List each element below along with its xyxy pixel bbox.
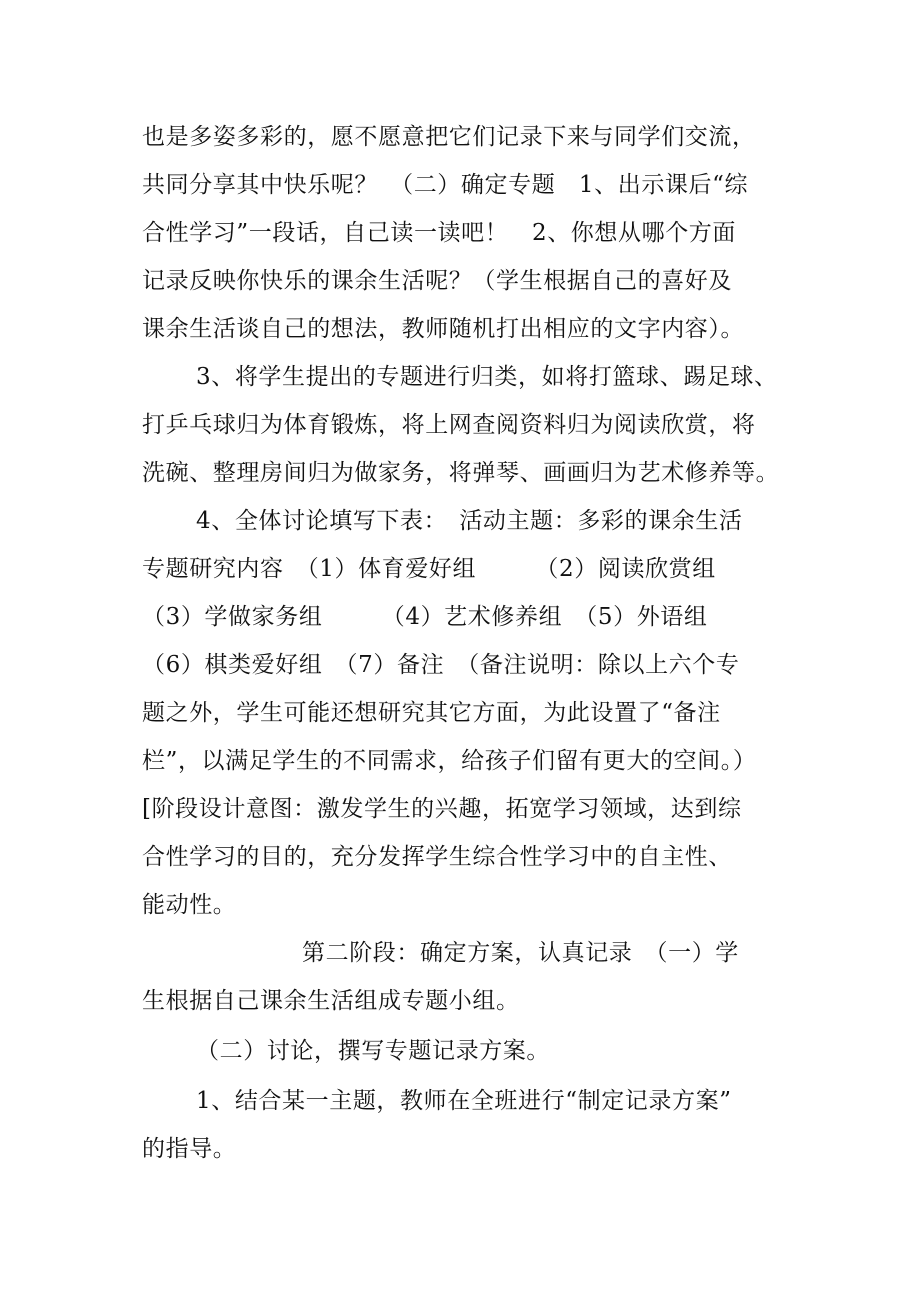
- text-line-14: 栏”，以满足学生的不同需求，给孩子们留有更大的空间。）: [142, 748, 757, 774]
- text-line-13: 题之外，学生可能还想研究其它方面，为此设置了“备注: [142, 700, 721, 726]
- text-line-10: 专题研究内容 （1）体育爱好组 （2）阅读欣赏组: [142, 556, 716, 582]
- text-line-7: 打乒乓球归为体育锻炼，将上网查阅资料归为阅读欣赏，将: [142, 412, 756, 438]
- text-line-6: 3、将学生提出的专题进行归类，如将打篮球、踢足球、: [196, 364, 778, 390]
- text-line-15: [阶段设计意图：激发学生的兴趣，拓宽学习领域，达到综: [142, 796, 742, 822]
- section-heading-stage-two: 第二阶段：确定方案，认真记录 （一）学: [302, 940, 739, 966]
- text-line-4: 记录反映你快乐的课余生活呢？（学生根据自己的喜好及: [142, 268, 732, 294]
- text-line-21: 1、结合某一主题，教师在全班进行“制定记录方案”: [196, 1088, 732, 1114]
- text-line-1: 也是多姿多彩的，愿不愿意把它们记录下来与同学们交流，: [142, 124, 756, 150]
- text-line-19: 生根据自己课余生活组成专题小组。: [142, 988, 520, 1014]
- text-line-5: 课余生活谈自己的想法，教师随机打出相应的文字内容）。: [142, 316, 745, 342]
- text-line-16: 合性学习的目的，充分发挥学生综合性学习中的自主性、: [142, 844, 732, 870]
- text-line-12: （6）棋类爱好组 （7）备注 （备注说明：除以上六个专: [142, 652, 740, 678]
- text-line-22: 的指导。: [142, 1136, 237, 1162]
- text-line-9: 4、全体讨论填写下表： 活动主题：多彩的课余生活: [196, 508, 743, 534]
- text-line-8: 洗碗、整理房间归为做家务，将弹琴、画画归为艺术修养等。: [142, 460, 780, 486]
- text-line-2: 共同分享其中快乐呢？ （二）确定专题 1、出示课后“综: [142, 172, 749, 198]
- text-line-11: （3）学做家务组 （4）艺术修养组 （5）外语组: [142, 604, 708, 630]
- text-line-17: 能动性。: [142, 892, 237, 918]
- text-line-3: 合性学习”一段话，自己读一读吧！ 2、你想从哪个方面: [142, 220, 736, 246]
- text-line-20: （二）讨论，撰写专题记录方案。: [196, 1038, 550, 1064]
